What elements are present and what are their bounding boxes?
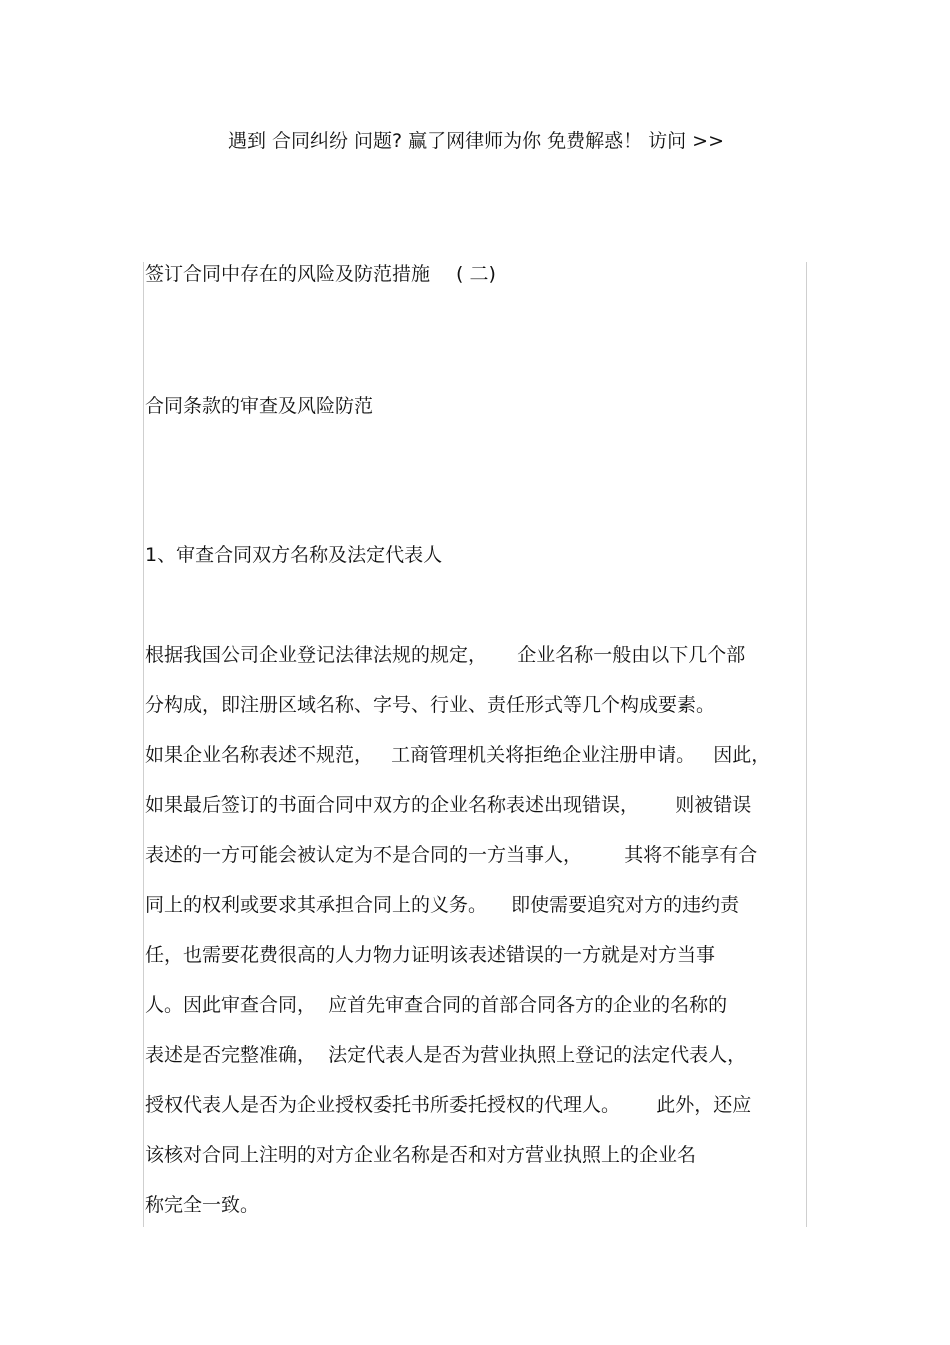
- paragraph-line: 如果企业名称表述不规范， 工商管理机关将拒绝企业注册申请。 因此，: [145, 744, 771, 766]
- banner-visit-link[interactable]: 访问 >>: [648, 130, 725, 152]
- banner-text-1: 遇到: [227, 130, 266, 152]
- page-frame-left-border: [143, 262, 144, 1227]
- page-frame-right-border: [806, 262, 807, 1227]
- paragraph-line: 分构成，即注册区域名称、字号、行业、责任形式等几个构成要素。: [145, 694, 716, 716]
- paragraph-line: 同上的权利或要求其承担合同上的义务。 即使需要追究对方的违约责: [145, 894, 740, 916]
- paragraph-line: 表述是否完整准确， 法定代表人是否为营业执照上登记的法定代表人，: [145, 1044, 747, 1066]
- paragraph-line: 根据我国公司企业登记法律法规的规定， 企业名称一般由以下几个部: [145, 644, 746, 666]
- paragraph-line: 人。因此审查合同， 应首先审查合同的首部合同各方的企业的名称的: [145, 994, 728, 1016]
- document-title-main: 签订合同中存在的风险及防范措施: [145, 263, 431, 285]
- paragraph-line: 表述的一方可能会被认定为不是合同的一方当事人， 其将不能享有合: [145, 844, 758, 866]
- paragraph-line: 如果最后签订的书面合同中双方的企业名称表述出现错误， 则被错误: [145, 794, 752, 816]
- document-title-suffix: ( 二): [456, 263, 496, 285]
- banner-text-3: 问题? 赢了网律师为你: [354, 130, 542, 152]
- section-heading: 合同条款的审查及风险防范: [145, 395, 374, 417]
- paragraph-line: 任，也需要花费很高的人力物力证明该表述错误的一方就是对方当事: [145, 944, 716, 966]
- body-paragraph: [145, 640, 805, 1240]
- paragraph-line: 授权代表人是否为企业授权委托书所委托授权的代理人。 此外，还应: [145, 1094, 752, 1116]
- paragraph-line: 称完全一致。: [145, 1194, 260, 1216]
- item-heading: 1、审查合同双方名称及法定代表人: [145, 544, 443, 566]
- banner-link-contract-dispute[interactable]: 合同纠纷: [271, 130, 348, 152]
- promo-banner[interactable]: [0, 127, 950, 155]
- document-title: [145, 260, 496, 288]
- banner-text-4: 免费解惑！: [547, 130, 643, 152]
- paragraph-line: 该核对合同上注明的对方企业名称是否和对方营业执照上的企业名: [145, 1144, 697, 1166]
